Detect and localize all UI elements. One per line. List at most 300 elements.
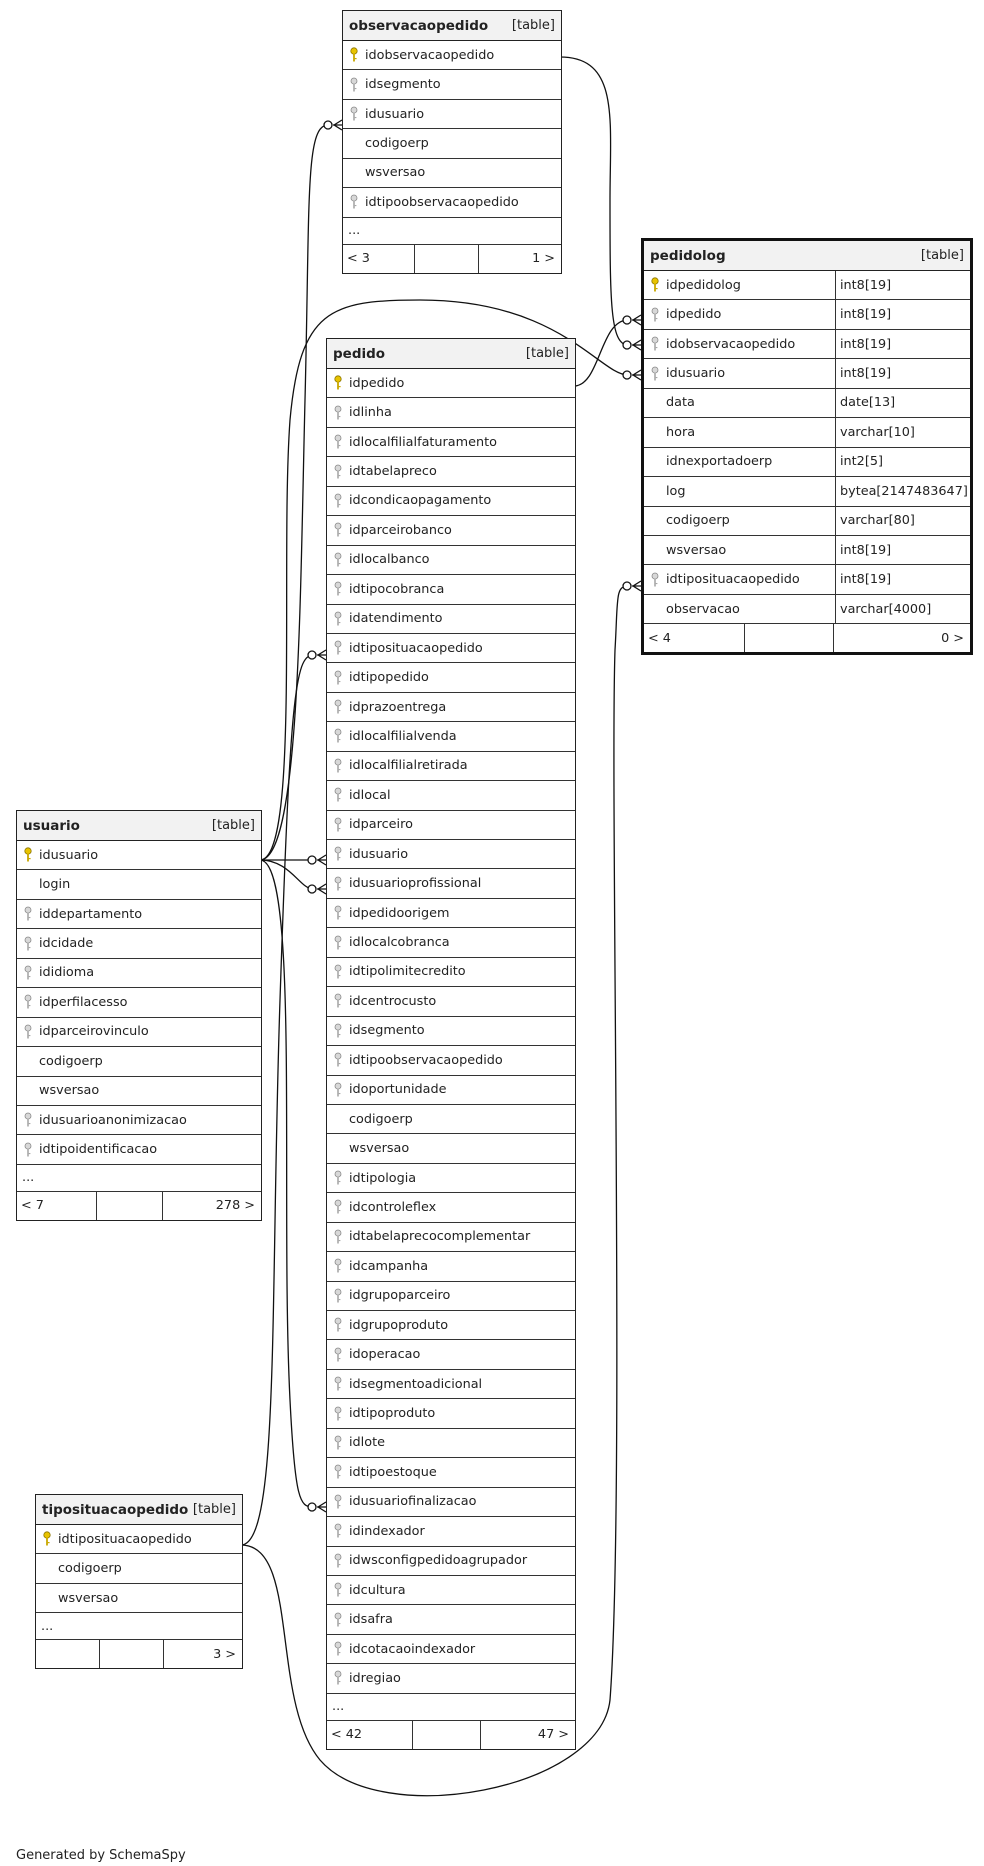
column-type: date[13] (835, 389, 970, 417)
column-name: codigoerp (39, 1053, 103, 1069)
table-footer (644, 624, 970, 652)
no-key-spacer (347, 136, 361, 152)
no-key-spacer (331, 1111, 345, 1127)
column-row-idtipocobranca[interactable] (327, 575, 575, 604)
column-name: idtipoidentificacao (39, 1142, 158, 1158)
table-name: pedidolog (650, 247, 726, 264)
column-row-idparceirovinculo[interactable] (17, 1018, 261, 1047)
parent-count[interactable] (36, 1640, 100, 1668)
column-row-idtipoestoque[interactable] (327, 1458, 575, 1487)
column-row-idobservacaopedido[interactable] (343, 41, 561, 70)
column-cell (17, 936, 261, 952)
column-cell (327, 1641, 575, 1657)
child-count[interactable]: 1 > (532, 251, 555, 267)
column-type: int8[19] (835, 536, 970, 564)
column-row-wsversao[interactable] (36, 1584, 242, 1613)
foreign-key-icon (21, 936, 35, 952)
table-type-label: [table] (211, 818, 255, 833)
edge-usuario-pedido-idusuarioprofissional (260, 860, 313, 889)
column-row-idtipolimitecredito[interactable] (327, 958, 575, 987)
column-cell (327, 905, 575, 921)
column-name: login (39, 877, 71, 893)
column-cell (327, 640, 575, 656)
column-cell (17, 1053, 261, 1069)
foreign-key-icon (331, 405, 345, 421)
column-type: int8[19] (835, 300, 970, 328)
child-count[interactable]: 47 > (537, 1727, 569, 1743)
column-row-login[interactable] (17, 870, 261, 899)
edge-observacaopedido-pedidolog (560, 57, 628, 345)
column-row-idtipoobservacaopedido[interactable] (343, 188, 561, 217)
column-name: wsversao (58, 1590, 119, 1606)
column-cell (327, 1406, 575, 1422)
column-name: idtipoestoque (349, 1464, 437, 1480)
column-row-log[interactable] (644, 477, 970, 506)
column-row-idtiposituacaopedido[interactable] (36, 1525, 242, 1554)
column-row-idnexportadoerp[interactable] (644, 448, 970, 477)
crowfoot-pedido-idusuario (308, 855, 326, 865)
column-row-wsversao[interactable] (17, 1077, 261, 1106)
column-cell (327, 1258, 575, 1274)
column-row-idcultura[interactable] (327, 1576, 575, 1605)
column-cell (644, 395, 835, 411)
more-columns: ... (343, 218, 561, 245)
column-name: idgrupoproduto (349, 1317, 449, 1333)
column-name: idcidade (39, 936, 94, 952)
no-key-spacer (21, 877, 35, 893)
column-cell (327, 817, 575, 833)
column-name: wsversao (365, 165, 426, 181)
column-row-idtabelapreco[interactable] (327, 457, 575, 486)
column-row-idusuarioanonimizacao[interactable] (17, 1106, 261, 1135)
column-row-idsegmentoadicional[interactable] (327, 1370, 575, 1399)
edge-pedido-pedidolog (574, 320, 628, 386)
column-row-codigoerp[interactable] (327, 1105, 575, 1134)
column-name: idtipoobservacaopedido (365, 194, 519, 210)
table-footer (36, 1640, 242, 1668)
column-row-idcondicaopagamento[interactable] (327, 487, 575, 516)
column-row-idlocal[interactable] (327, 781, 575, 810)
foreign-key-icon (331, 1317, 345, 1333)
table-name: observacaopedido (349, 17, 489, 34)
crowfoot-pedido-idtiposituacaopedido (308, 650, 326, 660)
column-cell (327, 464, 575, 480)
foreign-key-icon (331, 1229, 345, 1245)
column-cell (327, 1082, 575, 1098)
column-cell (327, 846, 575, 862)
column-row-idobservacaopedido[interactable] (644, 330, 970, 359)
column-row-codigoerp[interactable] (36, 1554, 242, 1583)
foreign-key-icon (331, 846, 345, 862)
no-key-spacer (40, 1590, 54, 1606)
column-type: varchar[80] (835, 507, 970, 535)
parent-count[interactable]: < 3 (343, 245, 415, 273)
table-type-label: [table] (920, 248, 964, 263)
column-row-idpedidoorigem[interactable] (327, 899, 575, 928)
column-cell (327, 493, 575, 509)
column-row-idlote[interactable] (327, 1429, 575, 1458)
column-name: wsversao (666, 542, 727, 558)
column-name: idtipolimitecredito (349, 964, 466, 980)
edge-usuario-pedido-idusuariofinalizacao (260, 860, 313, 1507)
column-cell (343, 165, 561, 181)
primary-key-icon (648, 277, 662, 293)
column-name: idusuario (349, 846, 409, 862)
column-row-idlocalcobranca[interactable] (327, 928, 575, 957)
column-name: idusuario (365, 106, 425, 122)
table-name: usuario (23, 817, 80, 834)
column-row-idtipologia[interactable] (327, 1164, 575, 1193)
column-name: idsegmento (349, 1023, 425, 1039)
column-name: idobservacaopedido (666, 336, 796, 352)
table-header (343, 11, 561, 41)
child-count[interactable]: 0 > (941, 630, 964, 646)
child-count[interactable]: 3 > (213, 1646, 236, 1662)
column-name: idlote (349, 1435, 385, 1451)
parent-count[interactable]: < 4 (644, 624, 745, 652)
table-footer (17, 1192, 261, 1220)
crowfoot-pedidolog-idusuario (623, 370, 641, 380)
column-row-idlocalfilialfaturamento[interactable] (327, 428, 575, 457)
foreign-key-icon (331, 522, 345, 538)
column-name: idtipopedido (349, 670, 429, 686)
column-row-idusuariofinalizacao[interactable] (327, 1488, 575, 1517)
column-name: idlinha (349, 405, 392, 421)
column-row-idlocalfilialretirada[interactable] (327, 752, 575, 781)
column-row-idoperacao[interactable] (327, 1340, 575, 1369)
column-row-idsegmento[interactable] (343, 70, 561, 99)
column-row-idregiao[interactable] (327, 1664, 575, 1693)
column-row-idcidade[interactable] (17, 929, 261, 958)
foreign-key-icon (331, 1464, 345, 1480)
column-name: idtipologia (349, 1170, 417, 1186)
foreign-key-icon (347, 194, 361, 210)
column-row-idindexador[interactable] (327, 1517, 575, 1546)
column-cell (327, 434, 575, 450)
column-cell (327, 787, 575, 803)
column-row-idusuario[interactable] (644, 359, 970, 388)
column-name: idusuarioanonimizacao (39, 1112, 187, 1128)
column-name: idtabelaprecocomplementar (349, 1229, 531, 1245)
column-name: idatendimento (349, 611, 443, 627)
column-row-idpedidolog[interactable] (644, 271, 970, 300)
no-key-spacer (347, 165, 361, 181)
foreign-key-icon (331, 876, 345, 892)
column-row-idusuario[interactable] (327, 840, 575, 869)
column-name: idlocalfilialvenda (349, 728, 457, 744)
column-name: idtiposituacaopedido (58, 1531, 192, 1547)
footer-middle (745, 624, 834, 652)
column-row-iddepartamento[interactable] (17, 900, 261, 929)
column-row-idwsconfigpedidoagrupador[interactable] (327, 1547, 575, 1576)
foreign-key-icon (331, 1288, 345, 1304)
column-cell (327, 876, 575, 892)
column-row-hora[interactable] (644, 418, 970, 447)
foreign-key-icon (331, 1612, 345, 1628)
column-name: iddepartamento (39, 906, 143, 922)
column-name: codigoerp (58, 1561, 122, 1577)
column-name: idcentrocusto (349, 993, 437, 1009)
column-row-idtipoproduto[interactable] (327, 1399, 575, 1428)
table-tiposituacaopedido[interactable] (35, 1494, 243, 1669)
foreign-key-icon (331, 1082, 345, 1098)
column-name: idnexportadoerp (666, 454, 773, 470)
column-cell (327, 670, 575, 686)
crowfoot-pedido-idusuarioprofissional (308, 884, 326, 894)
column-cell (343, 106, 561, 122)
column-name: codigoerp (349, 1111, 413, 1127)
column-cell (17, 847, 261, 863)
no-key-spacer (648, 601, 662, 617)
column-row-idcampanha[interactable] (327, 1252, 575, 1281)
column-row-idpedido[interactable] (644, 300, 970, 329)
column-cell (327, 1288, 575, 1304)
parent-count[interactable]: < 42 (327, 1721, 413, 1749)
column-name: idlocalfilialfaturamento (349, 434, 497, 450)
column-row-codigoerp[interactable] (17, 1047, 261, 1076)
column-type: bytea[2147483647] (835, 477, 970, 505)
column-row-wsversao[interactable] (343, 159, 561, 188)
table-pedido[interactable] (326, 338, 576, 1750)
column-cell (644, 454, 835, 470)
column-cell (644, 601, 835, 617)
foreign-key-icon (331, 670, 345, 686)
primary-key-icon (21, 847, 35, 863)
column-row-idsegmento[interactable] (327, 1017, 575, 1046)
column-type: int8[19] (835, 359, 970, 387)
column-name: idprazoentrega (349, 699, 447, 715)
column-row-idcentrocusto[interactable] (327, 987, 575, 1016)
column-cell (644, 307, 835, 323)
column-row-idusuarioprofissional[interactable] (327, 869, 575, 898)
column-name: idtiposituacaopedido (666, 572, 800, 588)
column-type: int8[19] (835, 565, 970, 593)
column-cell (17, 994, 261, 1010)
column-row-idparceirobanco[interactable] (327, 516, 575, 545)
column-row-wsversao[interactable] (327, 1134, 575, 1163)
foreign-key-icon (331, 581, 345, 597)
foreign-key-icon (21, 1112, 35, 1128)
column-cell (343, 47, 561, 63)
column-cell (644, 424, 835, 440)
column-cell (644, 336, 835, 352)
crowfoot-pedidolog-idtiposituacaopedido (623, 581, 641, 591)
column-cell (327, 1023, 575, 1039)
column-name: ididioma (39, 965, 95, 981)
column-name: idlocalcobranca (349, 935, 450, 951)
column-name: idlocalbanco (349, 552, 430, 568)
column-cell (36, 1561, 242, 1577)
foreign-key-icon (331, 935, 345, 951)
column-name: idparceiro (349, 817, 413, 833)
column-cell (17, 1142, 261, 1158)
column-row-idlocalbanco[interactable] (327, 546, 575, 575)
no-key-spacer (648, 513, 662, 529)
foreign-key-icon (331, 993, 345, 1009)
table-header (644, 241, 970, 271)
column-name: idsegmento (365, 77, 441, 93)
column-type: int8[19] (835, 271, 970, 299)
column-row-idtipoidentificacao[interactable] (17, 1135, 261, 1164)
column-cell (644, 366, 835, 382)
column-row-idgrupoparceiro[interactable] (327, 1282, 575, 1311)
column-name: idindexador (349, 1523, 425, 1539)
column-row-idperfilacesso[interactable] (17, 988, 261, 1017)
foreign-key-icon (331, 434, 345, 450)
column-name: codigoerp (666, 513, 730, 529)
column-cell (327, 1582, 575, 1598)
column-row-observacao[interactable] (644, 595, 970, 624)
column-cell (327, 1612, 575, 1628)
no-key-spacer (648, 395, 662, 411)
crowfoot-pedidolog-idobservacaopedido (623, 340, 641, 350)
column-cell (327, 1376, 575, 1392)
more-columns: ... (36, 1613, 242, 1640)
column-row-idcontroleflex[interactable] (327, 1193, 575, 1222)
column-cell (327, 1111, 575, 1127)
column-name: idperfilacesso (39, 994, 128, 1010)
table-type-label: [table] (192, 1502, 236, 1517)
no-key-spacer (648, 454, 662, 470)
column-cell (327, 375, 575, 391)
column-name: idusuario (39, 847, 99, 863)
column-name: idtabelapreco (349, 464, 437, 480)
column-name: idparceirovinculo (39, 1024, 149, 1040)
column-row-idtiposituacaopedido[interactable] (644, 565, 970, 594)
column-cell (644, 483, 835, 499)
table-name: tiposituacaopedido (42, 1501, 189, 1518)
column-cell (327, 993, 575, 1009)
column-row-ididioma[interactable] (17, 959, 261, 988)
column-row-idsafra[interactable] (327, 1605, 575, 1634)
child-count[interactable]: 278 > (215, 1198, 255, 1214)
foreign-key-icon (331, 758, 345, 774)
column-name: idtiposituacaopedido (349, 640, 483, 656)
column-row-codigoerp[interactable] (644, 507, 970, 536)
column-row-wsversao[interactable] (644, 536, 970, 565)
column-cell (327, 758, 575, 774)
foreign-key-icon (21, 1142, 35, 1158)
no-key-spacer (21, 1053, 35, 1069)
foreign-key-icon (331, 1023, 345, 1039)
foreign-key-icon (331, 964, 345, 980)
column-cell (17, 906, 261, 922)
column-type: int8[19] (835, 330, 970, 358)
column-cell (327, 1317, 575, 1333)
column-name: idoportunidade (349, 1082, 447, 1098)
column-cell (327, 1170, 575, 1186)
column-cell (17, 1112, 261, 1128)
column-row-idpedido[interactable] (327, 369, 575, 398)
column-cell (343, 194, 561, 210)
column-name: idtipocobranca (349, 581, 445, 597)
column-name: log (666, 483, 686, 499)
column-cell (327, 522, 575, 538)
column-row-idcotacaoindexador[interactable] (327, 1635, 575, 1664)
column-row-codigoerp[interactable] (343, 129, 561, 158)
foreign-key-icon (331, 1670, 345, 1686)
foreign-key-icon (331, 611, 345, 627)
column-row-idgrupoproduto[interactable] (327, 1311, 575, 1340)
crowfoot-pedidolog-idpedido (623, 315, 641, 325)
column-row-idtabelaprecocomplementar[interactable] (327, 1223, 575, 1252)
foreign-key-icon (331, 493, 345, 509)
column-row-idparceiro[interactable] (327, 811, 575, 840)
column-row-idtiposituacaopedido[interactable] (327, 634, 575, 663)
column-row-idatendimento[interactable] (327, 605, 575, 634)
column-name: idsegmentoadicional (349, 1376, 483, 1392)
column-name: idusuario (666, 366, 726, 382)
parent-count[interactable]: < 7 (17, 1192, 97, 1220)
column-cell (17, 965, 261, 981)
foreign-key-icon (331, 1641, 345, 1657)
column-row-idlinha[interactable] (327, 398, 575, 427)
column-name: idpedidolog (666, 277, 741, 293)
column-name: idlocalfilialretirada (349, 758, 468, 774)
column-name: idpedidoorigem (349, 905, 450, 921)
foreign-key-icon (347, 106, 361, 122)
table-pedidolog[interactable] (641, 238, 973, 655)
table-header (17, 811, 261, 841)
column-cell (36, 1531, 242, 1547)
column-cell (327, 581, 575, 597)
column-row-idtipoobservacaopedido[interactable] (327, 1046, 575, 1075)
column-row-idtipopedido[interactable] (327, 663, 575, 692)
foreign-key-icon (331, 1582, 345, 1598)
foreign-key-icon (331, 728, 345, 744)
column-row-idusuario[interactable] (343, 100, 561, 129)
table-type-label: [table] (511, 18, 555, 33)
column-name: idparceirobanco (349, 522, 452, 538)
table-type-label: [table] (525, 346, 569, 361)
column-cell (327, 1199, 575, 1215)
column-cell (327, 1347, 575, 1363)
column-cell (343, 136, 561, 152)
foreign-key-icon (331, 1376, 345, 1392)
column-name: idcondicaopagamento (349, 493, 492, 509)
column-name: codigoerp (365, 136, 429, 152)
column-row-idoportunidade[interactable] (327, 1076, 575, 1105)
no-key-spacer (648, 483, 662, 499)
column-cell (644, 542, 835, 558)
column-cell (327, 964, 575, 980)
table-usuario[interactable] (16, 810, 262, 1221)
footer-middle (415, 245, 479, 273)
column-cell (327, 1553, 575, 1569)
column-row-idlocalfilialvenda[interactable] (327, 722, 575, 751)
column-name: idusuarioprofissional (349, 876, 482, 892)
column-name: idcontroleflex (349, 1199, 437, 1215)
crowfoot-observacaopedido-idusuario (324, 120, 342, 130)
primary-key-icon (331, 375, 345, 391)
column-cell (327, 1670, 575, 1686)
foreign-key-icon (331, 699, 345, 715)
column-row-idprazoentrega[interactable] (327, 693, 575, 722)
column-row-data[interactable] (644, 389, 970, 418)
column-row-idusuario[interactable] (17, 841, 261, 870)
column-cell (644, 277, 835, 293)
no-key-spacer (21, 1083, 35, 1099)
table-name: pedido (333, 345, 386, 362)
column-cell (17, 877, 261, 893)
foreign-key-icon (648, 336, 662, 352)
footer-middle (97, 1192, 163, 1220)
foreign-key-icon (331, 1435, 345, 1451)
column-name: hora (666, 424, 696, 440)
column-cell (327, 1052, 575, 1068)
table-observacaopedido[interactable] (342, 10, 562, 274)
foreign-key-icon (648, 572, 662, 588)
